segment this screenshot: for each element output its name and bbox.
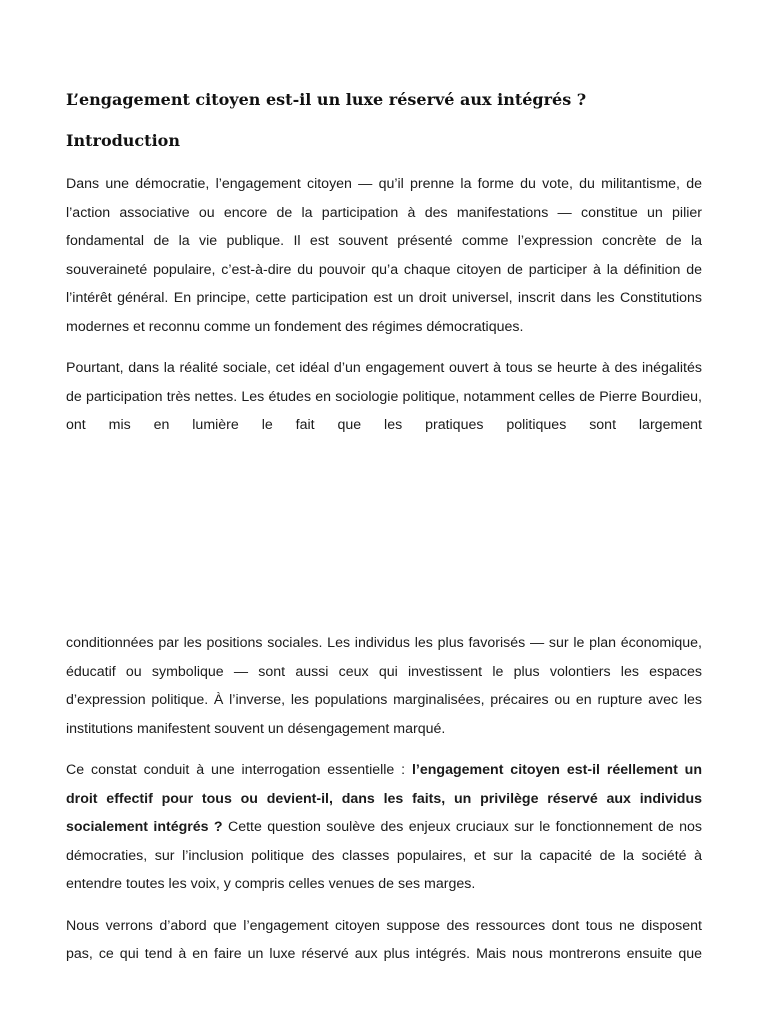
text-block-lower <box>66 629 702 969</box>
text-block-upper <box>66 170 702 440</box>
paragraph-3-rest: Cette question soulève des enjeux cruciaux sur le fonctionnement de nos démocraties, sur l’inclusion politique des classes populaires, et sur la capacité de la société à entendre toutes les voix, y compris celles venues de ses marges. <box>66 819 703 892</box>
paragraph-2-part-1: Pourtant, dans la réalité sociale, cet idéal d’un engagement ouvert à tous se heurte à des inégalités de participation très nettes. Les études en sociologie politique, notamment celles de Pierre Bourdieu, ont mis en lumière le fait que les pratiques politiques sont largement <box>66 360 702 433</box>
research-question: l’engagement citoyen est-il réellement un droit effectif pour tous ou devient-il, dans les faits, un privilège réservé aux individus socialement intégrés ? <box>66 762 702 835</box>
paragraph-2-part-2: conditionnées par les positions sociales. Les individus les plus favorisés — sur le plan économique, éducatif ou symbolique — sont aussi ceux qui investissent le plus volontiers les espaces d’expression politique. À l’inverse, les populations marginalisées, précaires ou en rupture avec les institutions manifestent souvent un désengagement marqué. <box>66 635 702 737</box>
paragraph-3-intro: Ce constat conduit à une interrogation essentielle : <box>66 762 412 778</box>
paragraph-4: Nous verrons d’abord que l’engagement citoyen suppose des ressources dont tous ne disposent pas, ce qui tend à en faire un luxe réservé aux plus intégrés. Mais nous montrerons ensuite que <box>66 917 702 962</box>
document-title: L’engagement citoyen est-il un luxe réservé aux intégrés ? <box>66 90 587 109</box>
paragraph-3 <box>66 756 702 899</box>
paragraph-1: Dans une démocratie, l’engagement citoyen — qu’il prenne la forme du vote, du militantisme, de l’action associative ou encore de la participation à des manifestations — constitue un pilier fondamental de la vie publique. Il est souvent présenté comme l’expression concrète de la souveraineté populaire, c’est-à-dire du pouvoir qu’a chaque citoyen de participer à la définition de l’intérêt général. En principe, cette participation est un droit universel, inscrit dans les Constitutions modernes et reconnu comme un fondement des régimes démocratiques. <box>66 176 702 335</box>
section-heading: Introduction <box>66 131 180 150</box>
